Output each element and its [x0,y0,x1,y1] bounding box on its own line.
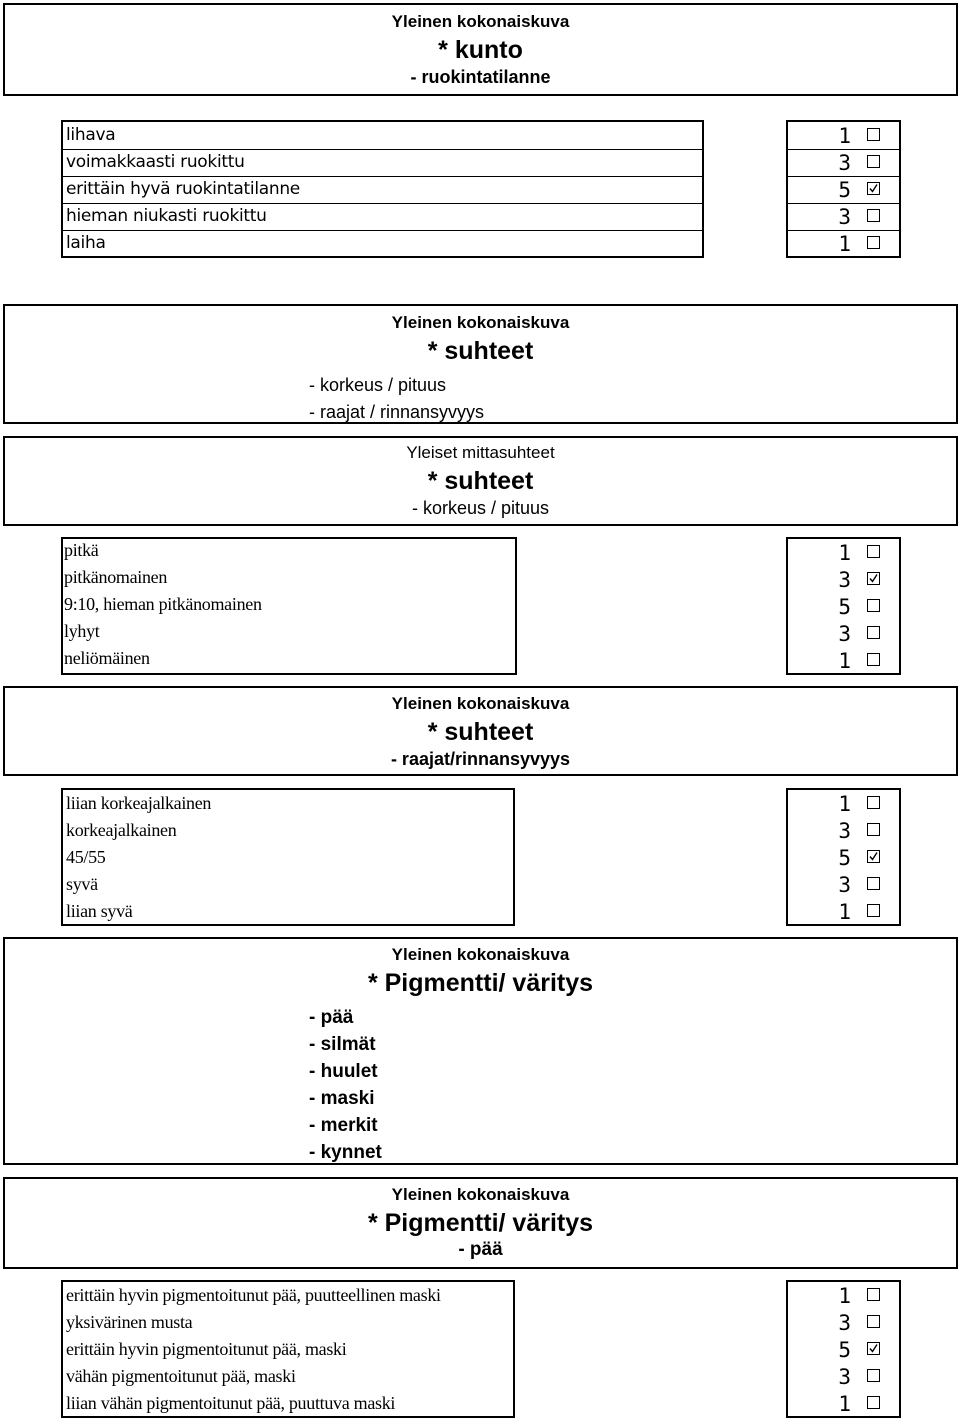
section4-label-table [61,788,515,926]
checkbox[interactable] [867,904,880,917]
score-row [788,203,899,231]
list-item: laiha [66,233,106,253]
section1-detail: - ruokintatilanne [410,67,551,87]
section3-label-frame-left [61,537,63,675]
section2-subtitle: * suhteet [427,337,534,365]
score-row [788,122,899,150]
section6-subtitle: * Pigmentti/ väritys [367,1209,594,1237]
score-value: 1 [838,900,851,924]
score-row [788,176,899,204]
checkbox[interactable] [867,877,880,890]
list-item: lyhyt [64,621,100,641]
section5-list-item: - silmät [309,1034,376,1055]
section2-title: Yleinen kokonaiskuva [391,313,570,332]
checkbox[interactable] [867,823,880,836]
section5-subtitle: * Pigmentti/ väritys [367,969,594,997]
score-value: 3 [838,622,851,646]
list-item: neliömäinen [64,648,150,668]
section5-list-item: - pää [309,1007,354,1028]
checkbox[interactable] [867,1396,880,1409]
checkbox[interactable] [867,545,880,558]
score-value: 3 [838,205,851,229]
score-value: 3 [838,568,851,592]
list-item: vähän pigmentoitunut pää, maski [66,1366,296,1386]
checkbox[interactable] [867,653,880,666]
section4-header [3,686,958,776]
section2-header [3,304,958,424]
section5-list-item: - maski [309,1088,375,1109]
section3-label-frame-top [61,537,517,539]
section3-score-table [786,537,901,675]
score-row [788,647,899,674]
list-item: erittäin hyvä ruokintatilanne [63,176,702,204]
score-value: 3 [838,1365,851,1389]
checkmark-icon [868,851,879,862]
section4-title: Yleinen kokonaiskuva [391,694,570,713]
score-value: 3 [838,873,851,897]
section2-detail-2: - raajat / rinnansyvyys [309,402,485,422]
list-item: liian syvä [66,901,133,921]
list-item: voimakkaasti ruokittu [63,149,702,177]
section6-header [3,1177,958,1269]
checkbox[interactable] [867,599,880,612]
list-item: hieman niukasti ruokittu [63,203,702,231]
score-row [788,566,899,593]
score-value: 1 [838,124,851,148]
checkbox[interactable] [867,626,880,639]
section5-list-item: - merkit [309,1115,378,1136]
section4-detail: - raajat/rinnansyvyys [390,749,571,769]
section3-subtitle: * suhteet [427,467,534,495]
section6-label-table [61,1280,515,1418]
score-value: 1 [838,1392,851,1416]
checkmark-icon [868,183,879,194]
section1-title: Yleinen kokonaiskuva [391,12,570,31]
section3-label-table [61,537,515,675]
score-row [788,230,899,257]
checkbox[interactable] [867,796,880,809]
score-row [788,1309,899,1336]
list-item: syvä [66,874,98,894]
section6-score-table [786,1280,901,1418]
list-item: lihava [63,122,702,150]
list-item: erittäin hyvin pigmentoitunut pää, puutteellinen maski [66,1285,441,1305]
checkbox-checked[interactable] [867,182,880,195]
score-row [788,1336,899,1363]
list-item: pitkä [64,540,99,560]
section4-score-table [786,788,901,926]
score-value: 1 [838,792,851,816]
score-value: 5 [838,178,851,202]
score-row [788,149,899,177]
score-value: 1 [838,649,851,673]
score-row [788,620,899,647]
list-item: liian korkeajalkainen [66,793,212,813]
list-item: erittäin hyvin pigmentoitunut pää, maski [66,1339,347,1359]
section3-label-frame [515,537,517,675]
section2-detail-1: - korkeus / pituus [309,375,447,395]
score-value: 5 [838,595,851,619]
score-row [788,539,899,566]
section6-title: Yleinen kokonaiskuva [391,1185,570,1204]
section5-list-item: - kynnet [309,1142,382,1163]
checkbox[interactable] [867,209,880,222]
section3-header [3,436,958,526]
section1-score-table [786,120,901,258]
section3-title: Yleiset mittasuhteet [406,443,555,462]
score-value: 3 [838,819,851,843]
score-row [788,1282,899,1309]
checkbox[interactable] [867,236,880,249]
score-row [788,817,899,844]
checkbox[interactable] [867,128,880,141]
checkbox-checked[interactable] [867,1342,880,1355]
list-item: pitkänomainen [64,567,168,587]
score-row [788,844,899,871]
score-row [788,898,899,925]
checkbox-checked[interactable] [867,572,880,585]
section3-label-frame-bottom [61,673,517,675]
list-item: yksivärinen musta [66,1312,193,1332]
section5-list-item: - huulet [309,1061,378,1082]
section1-header [3,3,958,96]
checkbox[interactable] [867,155,880,168]
list-item: liian vähän pigmentoitunut pää, puuttuva maski [66,1393,396,1413]
section5-title: Yleinen kokonaiskuva [391,945,570,964]
section5-header [3,937,958,1165]
list-item: 45/55 [66,847,106,867]
score-value: 1 [838,541,851,565]
list-item: 9:10, hieman pitkänomainen [64,594,262,614]
section4-subtitle: * suhteet [427,718,534,746]
score-row [788,1390,899,1417]
checkbox[interactable] [867,1288,880,1301]
score-row [788,790,899,817]
score-row [788,871,899,898]
score-value: 5 [838,1338,851,1362]
score-row [788,593,899,620]
checkbox[interactable] [867,1315,880,1328]
section1-subtitle: * kunto [438,36,523,64]
checkbox[interactable] [867,1369,880,1382]
score-value: 5 [838,846,851,870]
list-item: korkeajalkainen [66,820,177,840]
section3-detail: - korkeus / pituus [411,498,550,518]
score-value: 3 [838,1311,851,1335]
checkmark-icon [868,573,879,584]
section6-detail: - pää [458,1239,503,1260]
score-row [788,1363,899,1390]
checkmark-icon [868,1343,879,1354]
score-value: 3 [838,151,851,175]
checkbox-checked[interactable] [867,850,880,863]
score-value: 1 [838,1284,851,1308]
section1-label-table [61,120,704,258]
score-value: 1 [838,232,851,256]
